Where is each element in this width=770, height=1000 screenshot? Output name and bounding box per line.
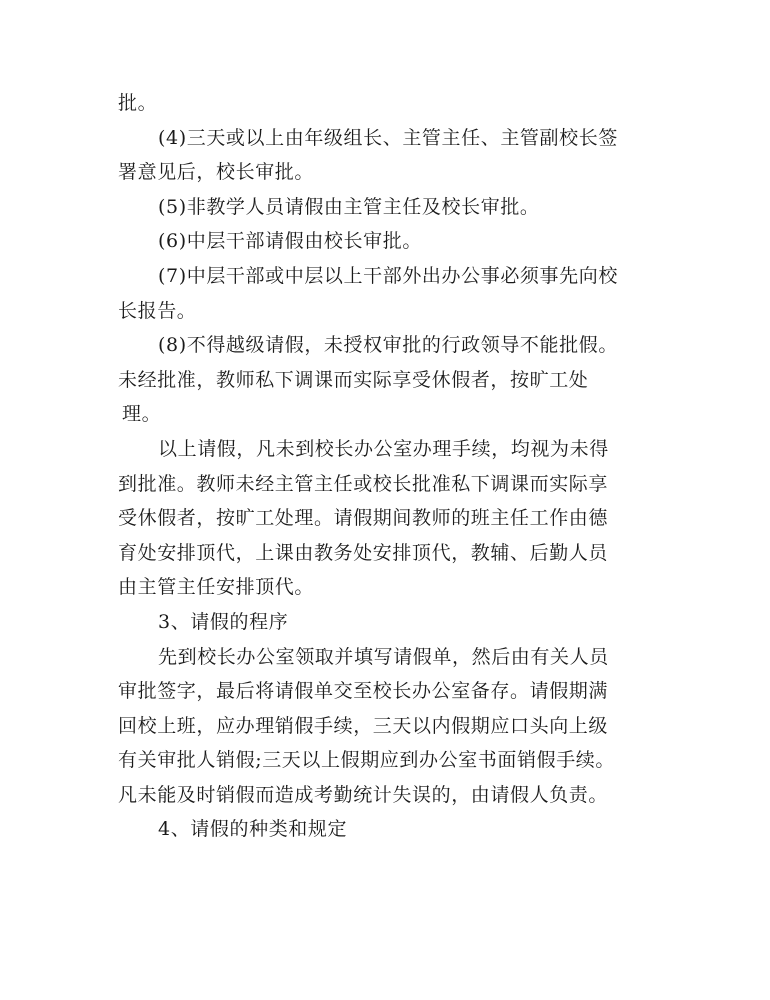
text-line: 凡未能及时销假而造成考勤统计失误的，由请假人负责。: [118, 783, 609, 806]
text-line: 长报告。: [118, 299, 197, 322]
text-line: (5)非教学人员请假由主管主任及校长审批。: [158, 195, 540, 218]
text-line: 受休假者，按旷工处理。请假期间教师的班主任工作由德: [118, 507, 609, 530]
text-line: (7)中层干部或中层以上干部外出办公事必须事先向校: [158, 264, 618, 287]
section-heading: 3、请假的程序: [158, 610, 289, 633]
text-line: (6)中层干部请假由校长审批。: [158, 230, 422, 253]
text-line: 署意见后，校长审批。: [118, 161, 315, 184]
document-body: [118, 86, 648, 847]
text-line: 回校上班，应办理销假手续，三天以内假期应口头向上级: [118, 714, 609, 737]
text-line: 批。: [118, 92, 158, 114]
section-heading: 4、请假的种类和规定: [158, 818, 348, 841]
text-line: 有关审批人销假;三天以上假期应到办公室书面销假手续。: [118, 749, 616, 772]
text-line: 审批签字，最后将请假单交至校长办公室备存。请假期满: [118, 680, 609, 703]
text-line: 以上请假，凡未到校长办公室办理手续，均视为未得: [158, 437, 609, 460]
text-line: 先到校长办公室领取并填写请假单，然后由有关人员: [158, 645, 609, 668]
text-line: (8)不得越级请假，未授权审批的行政领导不能批假。: [158, 334, 618, 357]
text-line: 未经批准，教师私下调课而实际享受休假者，按旷工处: [118, 368, 589, 391]
text-line: 育处安排顶代，上课由教务处安排顶代，教辅、后勤人员: [118, 541, 609, 564]
text-line: (4)三天或以上由年级组长、主管主任、主管副校长签: [158, 126, 618, 149]
text-line: 到批准。教师未经主管主任或校长批准私下调课而实际享: [118, 472, 609, 495]
text-line: 理。: [122, 403, 162, 426]
text-line: 由主管主任安排顶代。: [118, 576, 315, 599]
